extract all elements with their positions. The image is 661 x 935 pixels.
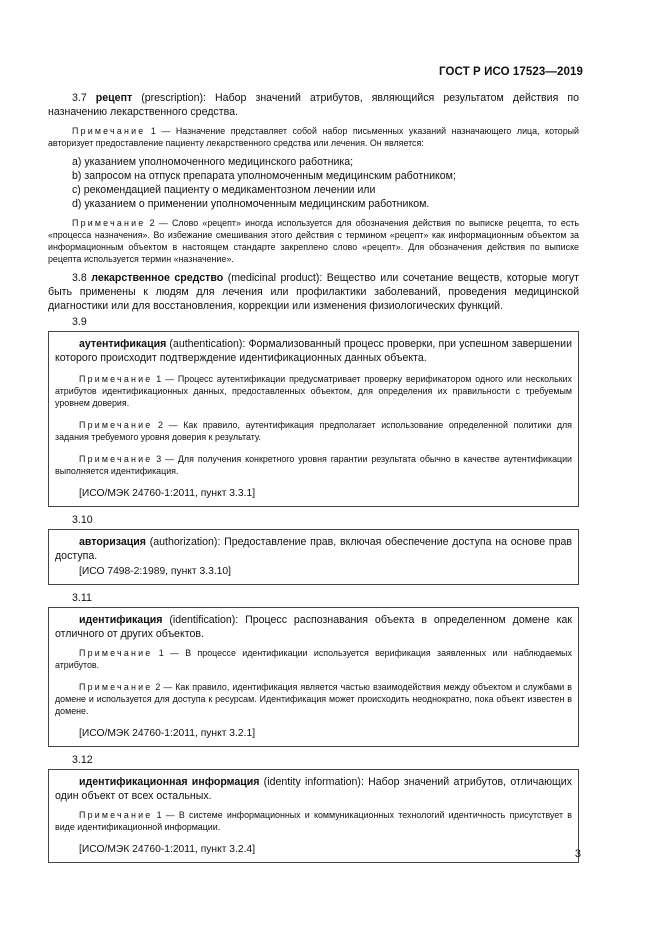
note-text: 1 — Процесс аутентификации предусматривает проверку верификатором одного или нескольких атрибутов идентификационных данных, предоставленных объектом, для определения их правильности с требуемым уровнем доверия.: [55, 374, 572, 408]
term-3-7: [48, 91, 579, 119]
term-name: лекарственное средство: [91, 272, 224, 284]
note-text: 1 — В процессе идентификации используется верификация заявленных или наблюдаемых атрибутов.: [55, 648, 572, 670]
term-number: 3.7: [72, 92, 87, 104]
term-box-3-12: [48, 769, 579, 863]
note-text: 2 — Как правило, аутентификация предполагает использование определенной политики для задания требуемого уровня доверия к результату.: [55, 420, 572, 442]
term-definition: (authentication): Формализованный процесс проверки, при успешном завершении которого происходит подтверждение идентификационных данных объекта.: [55, 338, 572, 364]
note-text: 1 — В системе информационных и коммуникационных технологий идентичность присутствует в виде идентификационной информации.: [55, 810, 572, 832]
term-number: 3.8: [72, 272, 87, 284]
source-reference: [ИСО/МЭК 24760-1:2011, пункт 3.2.1]: [79, 728, 256, 739]
term-3-8: [48, 271, 579, 313]
note-label: Примечание: [79, 810, 153, 820]
note-label: Примечание: [79, 682, 153, 692]
list-item: d) указанием о применении уполномоченным медицинским работником.: [72, 198, 430, 210]
term-definition: (authorization): Предоставление прав, включая обеспечение доступа на основе прав доступа.: [55, 536, 572, 562]
note-text: 3 — Для получения конкретного уровня гарантии результата обычно в качестве аутентификации выполняется идентификация.: [55, 454, 572, 476]
note-label: Примечание: [72, 126, 146, 136]
term-number: 3.11: [72, 592, 92, 604]
note-label: Примечание: [72, 218, 146, 228]
note-label: Примечание: [79, 420, 153, 430]
term-name: идентификационная информация: [79, 776, 260, 788]
term-definition: (prescription): Набор значений атрибутов, являющийся результатом действия по назначению лекарственного средства.: [48, 92, 579, 118]
term-entry: [55, 337, 572, 365]
note: [55, 809, 572, 833]
term-name: авторизация: [79, 536, 146, 548]
term-name: рецепт: [95, 92, 133, 104]
document-header: ГОСТ Р ИСО 17523—2019: [438, 66, 583, 78]
source-reference: [ИСО/МЭК 24760-1:2011, пункт 3.3.1]: [79, 488, 256, 499]
document-body: [48, 91, 579, 869]
term-definition: (identification): Процесс распознавания объекта в определенном домене как отличного от других объектов.: [55, 614, 572, 640]
note-text: 1 — Назначение представляет собой набор письменных указаний назначающего лица, который авторизует предоставление пациенту лекарственного средства или лечения. Он является:: [48, 126, 579, 148]
list-item: a) указанием уполномоченного медицинского работника;: [72, 156, 354, 168]
term-name: идентификация: [79, 614, 163, 626]
term-entry: [55, 535, 572, 563]
term-entry: [55, 613, 572, 641]
note: [48, 125, 579, 149]
term-box-3-10: [48, 529, 579, 585]
term-number: 3.9: [72, 316, 87, 328]
note-text: 2 — Слово «рецепт» иногда используется для обозначения действия по выписке рецепта, то есть «процесса назначения». Во избежание смешивания этого действия с термином «рецепт» как информационным объектом за информационным объектом в настоящем стандарте закреплено слово «рецепт». Для обозначения действия по выписке рецепта используется термин «назначение».: [48, 218, 579, 264]
prescription-list: [48, 155, 579, 211]
term-box-3-9: [48, 331, 579, 507]
list-item: b) запросом на отпуск препарата уполномоченным медицинским работником;: [72, 170, 456, 182]
term-number: 3.10: [72, 514, 93, 526]
note-label: Примечание: [79, 648, 153, 658]
source-reference: [ИСО/МЭК 24760-1:2011, пункт 3.2.4]: [79, 844, 256, 855]
note: [55, 419, 572, 443]
note: [48, 217, 579, 265]
term-box-3-11: [48, 607, 579, 747]
term-name: аутентификация: [79, 338, 167, 350]
term-definition: (identity information): Набор значений атрибутов, отличающих один объект от всех остальных.: [55, 776, 572, 802]
term-number: 3.12: [72, 754, 93, 766]
note: [55, 681, 572, 717]
source-reference: [ИСО 7498-2:1989, пункт 3.3.10]: [79, 566, 231, 577]
term-entry: [55, 775, 572, 803]
page-number: 3: [574, 848, 581, 860]
note: [55, 647, 572, 671]
note: [55, 453, 572, 477]
note-label: Примечание: [79, 454, 153, 464]
term-definition: (medicinal product): Вещество или сочетание веществ, которые могут быть применены к людям для лечения или профилактики заболеваний, проведения медицинской диагностики или для восстановления, коррекции или изменения физиологических функций.: [48, 272, 580, 312]
note-text: 2 — Как правило, идентификация является частью взаимодействия между объектом и службами в домене и используется для доступа к ресурсам. Идентификация может происходить неоднократно, пока объект известен в домене.: [55, 682, 572, 716]
note: [55, 373, 572, 409]
list-item: c) рекомендацией пациенту о медикаментозном лечении или: [72, 184, 376, 196]
note-label: Примечание: [79, 374, 153, 384]
